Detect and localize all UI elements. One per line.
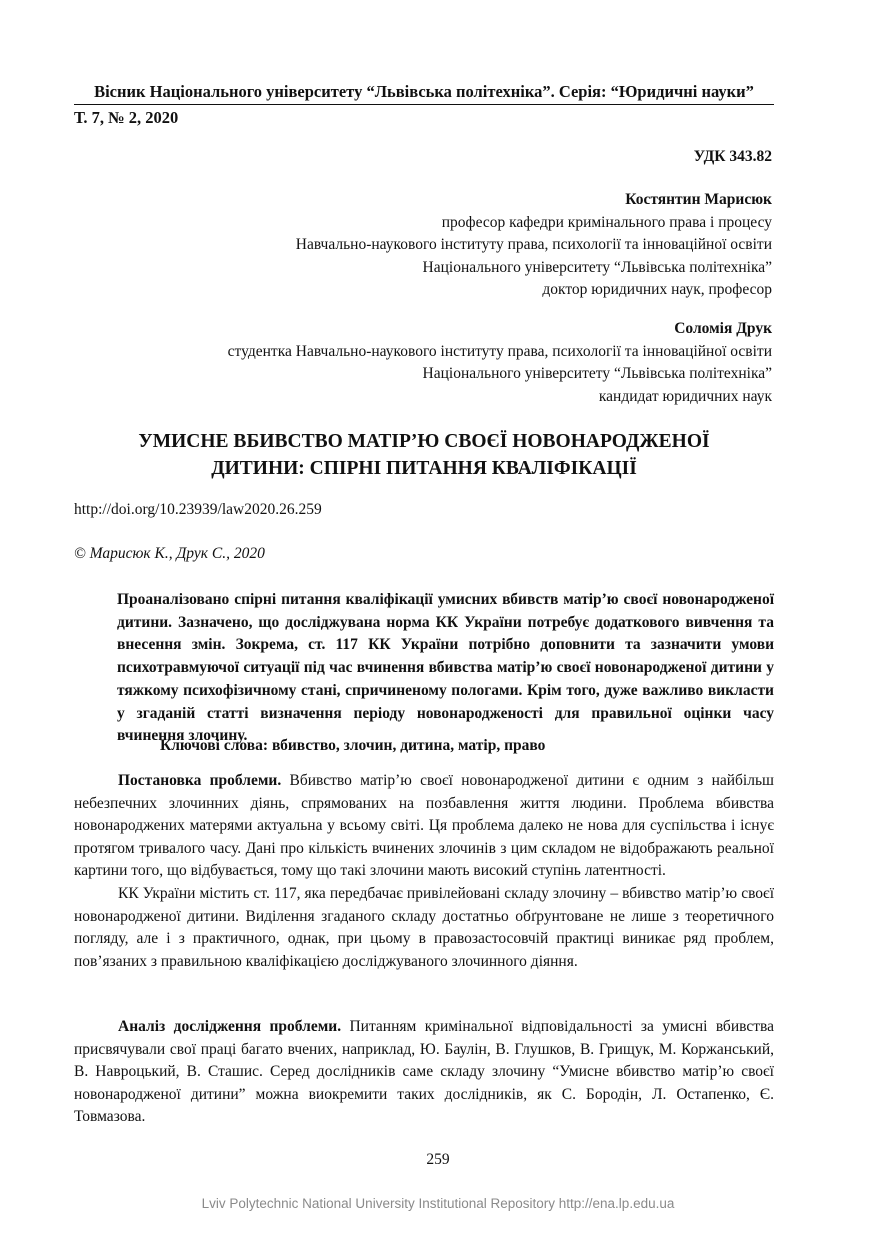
page-number: 259 [426,1151,450,1168]
author-block-2 [228,318,772,408]
author-block-1 [296,189,772,302]
author-affiliation-line: Національного університету “Львівська політехніка” [422,365,772,382]
doi-link[interactable]: http://doi.org/10.23939/law2020.26.259 [74,501,322,518]
section-problem-statement [74,770,774,973]
author-degree: кандидат юридичних наук [598,387,772,405]
author-affiliation-line: професор кафедри кримінального права і процесу [441,213,772,231]
section-heading: Аналіз дослідження проблеми. [118,1018,342,1035]
keywords: Ключові слова: вбивство, злочин, дитина, матір, право [160,737,546,754]
paragraph-text: Вбивство матір’ю своєї новонародженої дитини є одним з найбільш небезпечних злочинних діянь, спрямованих на позбавлення життя людини. Проблема вбивства новонароджених матерями актуальна у всьому світі. Ця проблема далеко не нова для суспільства і існує протягом тривалого часу. Дані про кількість вчинених злочинів з цим складом не відображають реальної картини того, що відбувається, тому що такі злочини мають високий ступінь латентності. [74,772,774,880]
author-name: Соломія Друк [674,320,772,337]
article-title [74,428,774,482]
author-degree: доктор юридичних наук, професор [542,281,772,298]
udk-code: УДК 343.82 [693,148,772,165]
author-name: Костянтин Марисюк [625,191,772,208]
author-affiliation-line: студентка Навчально-наукового інституту права, психології та інноваційної освіти [227,342,772,360]
author-affiliation-line: Національного університету “Львівська політехніка” [422,258,772,276]
paragraph [74,1016,774,1129]
paragraph-text: Питанням кримінальної відповідальності за умисні вбивства присвячували свої праці багато вчених, наприклад, Ю. Баулін, В. Глушков, В. Грищук, М. Коржанський, В. Навроцький, В. Сташис. Серед дослідників саме складу злочину “Умисне вбивство матір’ю своєї новонародженої дитини” можна виокремити таких дослідників, як С. Бородін, Л. Остапенко, Є. Товмазова. [74,1018,774,1126]
article-title-line: УМИСНЕ ВБИВСТВО МАТІР’Ю СВОЄЇ НОВОНАРОДЖЕНОЇ [138,431,710,452]
repository-footer: Lviv Polytechnic National University Institutional Repository http://ena.lp.edu.ua [201,1196,675,1211]
journal-title: Вісник Національного університету “Львівська політехніка”. Серія: “Юридичні науки” [74,82,774,105]
article-title-line: ДИТИНИ: СПІРНІ ПИТАННЯ КВАЛІФІКАЦІЇ [211,458,637,479]
section-heading: Постановка проблеми. [118,772,282,789]
copyright-notice: © Марисюк К., Друк С., 2020 [74,545,265,562]
section-problem-analysis [74,1016,774,1129]
abstract: Проаналізовано спірні питання кваліфікації умисних вбивств матір’ю своєї новонародженої дитини. Зазначено, що досліджувана норма КК України потребує додаткового вивчення та внесення змін. Зокрема, ст. 117 КК України потрібно доповнити та зазначити умови психотравмуючої ситуації під час вчинення вбивства матір’ю своєї новонародженої дитини у тяжкому психофізичному стані, спричиненому пологами. Крім того, дуже важливо викласти у згаданій статті визначення періоду новонародженості для правильної оцінки часу вчинення злочину. [117,591,774,745]
author-affiliation-line: Навчально-наукового інституту права, психології та інноваційної освіти [295,236,772,253]
paragraph: КК України містить ст. 117, яка передбачає привілейовані складу злочину – вбивство матір’ю своєї новонародженої дитини. Виділення згаданого складу достатньо обґрунтоване не лише з теоретичного погляду, але і з практичного, однак, при цьому в правозастосовчій практиці виникає ряд проблем, пов’язаних з правильною кваліфікацією досліджуваного злочинного діяння. [74,884,774,970]
volume-issue: Т. 7, № 2, 2020 [74,108,179,127]
paragraph [74,770,774,883]
